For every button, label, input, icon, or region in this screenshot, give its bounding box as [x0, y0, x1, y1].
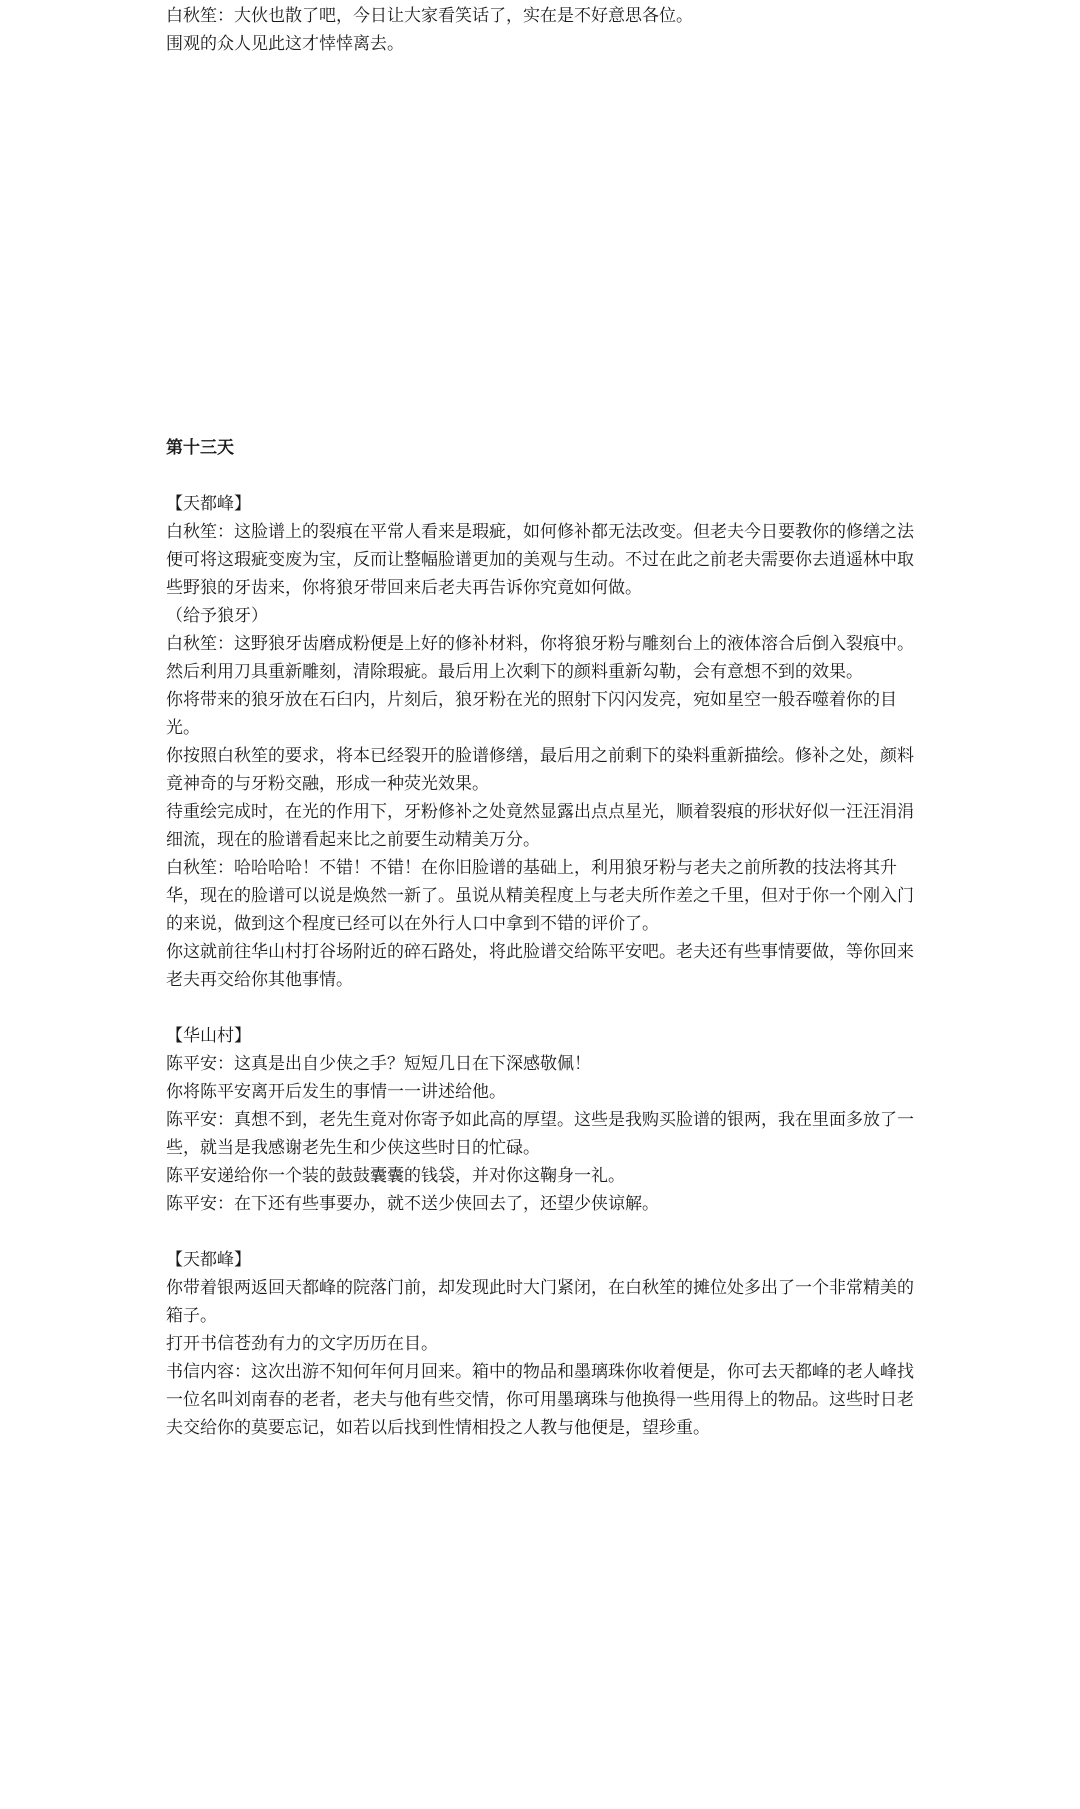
chapter-block	[166, 434, 926, 1442]
paragraph: 你带着银两返回天都峰的院落门前，却发现此时大门紧闭，在白秋笙的摊位处多出了一个非常精美的箱子。	[166, 1278, 914, 1326]
location-heading: 【华山村】	[166, 1026, 251, 1046]
location-heading: 【天都峰】	[166, 494, 251, 514]
location-heading: 【天都峰】	[166, 1250, 251, 1270]
paragraph: 打开书信苍劲有力的文字历历在目。	[166, 1334, 438, 1354]
paragraph: 待重绘完成时，在光的作用下，牙粉修补之处竟然显露出点点星光，顺着裂痕的形状好似一汪汪涓涓细流，现在的脸谱看起来比之前要生动精美万分。	[166, 802, 914, 850]
paragraph: 陈平安递给你一个装的鼓鼓囊囊的钱袋，并对你这鞠身一礼。	[166, 1166, 625, 1186]
paragraph: 陈平安：这真是出自少侠之手？短短几日在下深感敬佩！	[166, 1054, 591, 1074]
top-dialogue-block	[166, 2, 926, 58]
paragraph: 白秋笙：这脸谱上的裂痕在平常人看来是瑕疵，如何修补都无法改变。但老夫今日要教你的修缮之法便可将这瑕疵变废为宝，反而让整幅脸谱更加的美观与生动。不过在此之前老夫需要你去逍遥林中取些野狼的牙齿来，你将狼牙带回来后老夫再告诉你究竟如何做。	[166, 522, 914, 598]
paragraph: 陈平安：在下还有些事要办，就不送少侠回去了，还望少侠谅解。	[166, 1194, 659, 1214]
chapter-title: 第十三天	[166, 438, 234, 458]
narration-line: 围观的众人见此这才悻悻离去。	[166, 34, 404, 54]
paragraph: 陈平安：真想不到，老先生竟对你寄予如此高的厚望。这些是我购买脸谱的银两，我在里面多放了一些，就当是我感谢老先生和少侠这些时日的忙碌。	[166, 1110, 914, 1158]
paragraph: 你这就前往华山村打谷场附近的碎石路处，将此脸谱交给陈平安吧。老夫还有些事情要做，等你回来老夫再交给你其他事情。	[166, 942, 914, 990]
paragraph: 你将带来的狼牙放在石臼内，片刻后，狼牙粉在光的照射下闪闪发亮，宛如星空一般吞噬着你的目光。	[166, 690, 897, 738]
paragraph: 书信内容：这次出游不知何年何月回来。箱中的物品和墨璃珠你收着便是，你可去天都峰的老人峰找一位名叫刘南春的老者，老夫与他有些交情，你可用墨璃珠与他换得一些用得上的物品。这些时日老夫交给你的莫要忘记，如若以后找到性情相投之人教与他便是，望珍重。	[166, 1362, 914, 1438]
spacer	[166, 1218, 926, 1246]
dialogue-line: 白秋笙：大伙也散了吧，今日让大家看笑话了，实在是不好意思各位。	[166, 6, 693, 26]
paragraph: 白秋笙：这野狼牙齿磨成粉便是上好的修补材料，你将狼牙粉与雕刻台上的液体溶合后倒入裂痕中。然后利用刀具重新雕刻，清除瑕疵。最后用上次剩下的颜料重新勾勒，会有意想不到的效果。	[166, 634, 914, 682]
paragraph: 白秋笙：哈哈哈哈！不错！不错！在你旧脸谱的基础上，利用狼牙粉与老夫之前所教的技法将其升华，现在的脸谱可以说是焕然一新了。虽说从精美程度上与老夫所作差之千里，但对于你一个刚入门的来说，做到这个程度已经可以在外行人口中拿到不错的评价了。	[166, 858, 914, 934]
paragraph: 你将陈平安离开后发生的事情一一讲述给他。	[166, 1082, 506, 1102]
paragraph: 你按照白秋笙的要求，将本已经裂开的脸谱修缮，最后用之前剩下的染料重新描绘。修补之处，颜料竟神奇的与牙粉交融，形成一种荧光效果。	[166, 746, 914, 794]
spacer	[166, 994, 926, 1022]
paragraph: （给予狼牙）	[166, 606, 268, 626]
spacer	[166, 462, 926, 490]
